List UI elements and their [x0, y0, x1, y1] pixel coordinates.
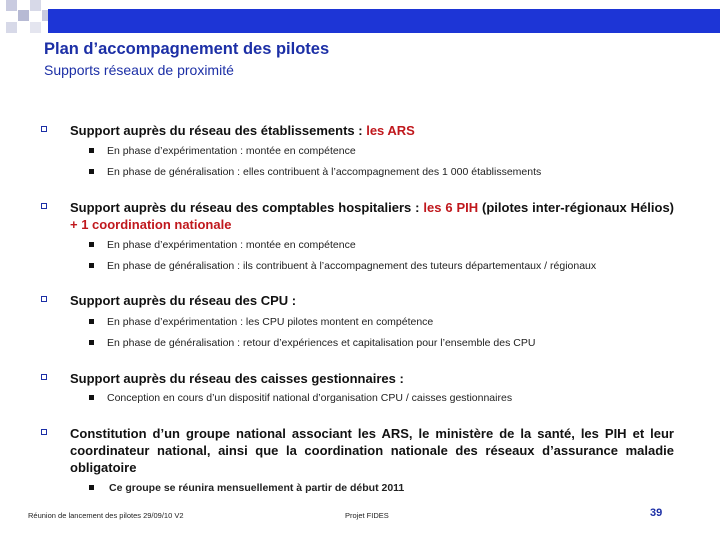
bullet-square — [41, 296, 47, 302]
sub-bullet — [89, 169, 94, 174]
section-groupe: Constitution d’un groupe national associant les ARS, le ministère de la santé, les PIH et leur coordinateur national, ainsi que la coordination nationale des réseaux d’assurance maladie obligatoire — [70, 426, 674, 475]
list-item: En phase d’expérimentation : les CPU pilotes montent en compétence — [107, 316, 434, 328]
section-ars: Support auprès du réseau des établissements : les ARS — [70, 123, 415, 138]
sub-bullet — [89, 340, 94, 345]
sub-bullet — [89, 485, 94, 490]
section-cpu: Support auprès du réseau des CPU : — [70, 293, 297, 308]
page-subtitle: Supports réseaux de proximité — [44, 62, 234, 78]
list-item: Conception en cours d’un dispositif national d’organisation CPU / caisses gestionnaires — [107, 392, 513, 404]
list-item: En phase de généralisation : ils contribuent à l’accompagnement des tuteurs départementaux / régionaux — [107, 260, 597, 272]
footer-project: Projet FIDES — [345, 511, 389, 520]
bullet-square — [41, 429, 47, 435]
list-item: En phase d’expérimentation : montée en compétence — [107, 239, 356, 251]
bullet-square — [41, 203, 47, 209]
bullet-square — [41, 374, 47, 380]
bullet-square — [41, 126, 47, 132]
sub-bullet — [89, 242, 94, 247]
page-number: 39 — [650, 507, 663, 519]
sub-bullet — [89, 148, 94, 153]
list-item: En phase de généralisation : retour d’expériences et capitalisation pour l’ensemble des CPU — [107, 337, 536, 349]
section-pih: Support auprès du réseau des comptables hospitaliers : les 6 PIH (pilotes inter-régionaux Hélios) + 1 coordination nationale — [70, 200, 674, 232]
footer-meeting: Réunion de lancement des pilotes 29/09/10 V2 — [28, 511, 184, 520]
sub-bullet — [89, 263, 94, 268]
section-caisses: Support auprès du réseau des caisses gestionnaires : — [70, 371, 404, 386]
page-title: Plan d’accompagnement des pilotes — [44, 40, 330, 58]
sub-bullet — [89, 395, 94, 400]
list-item: Ce groupe se réunira mensuellement à partir de début 2011 — [109, 482, 405, 494]
list-item: En phase de généralisation : elles contribuent à l’accompagnement des 1 000 établissements — [107, 166, 542, 178]
list-item: En phase d’expérimentation : montée en compétence — [107, 145, 356, 157]
sub-bullet — [89, 319, 94, 324]
